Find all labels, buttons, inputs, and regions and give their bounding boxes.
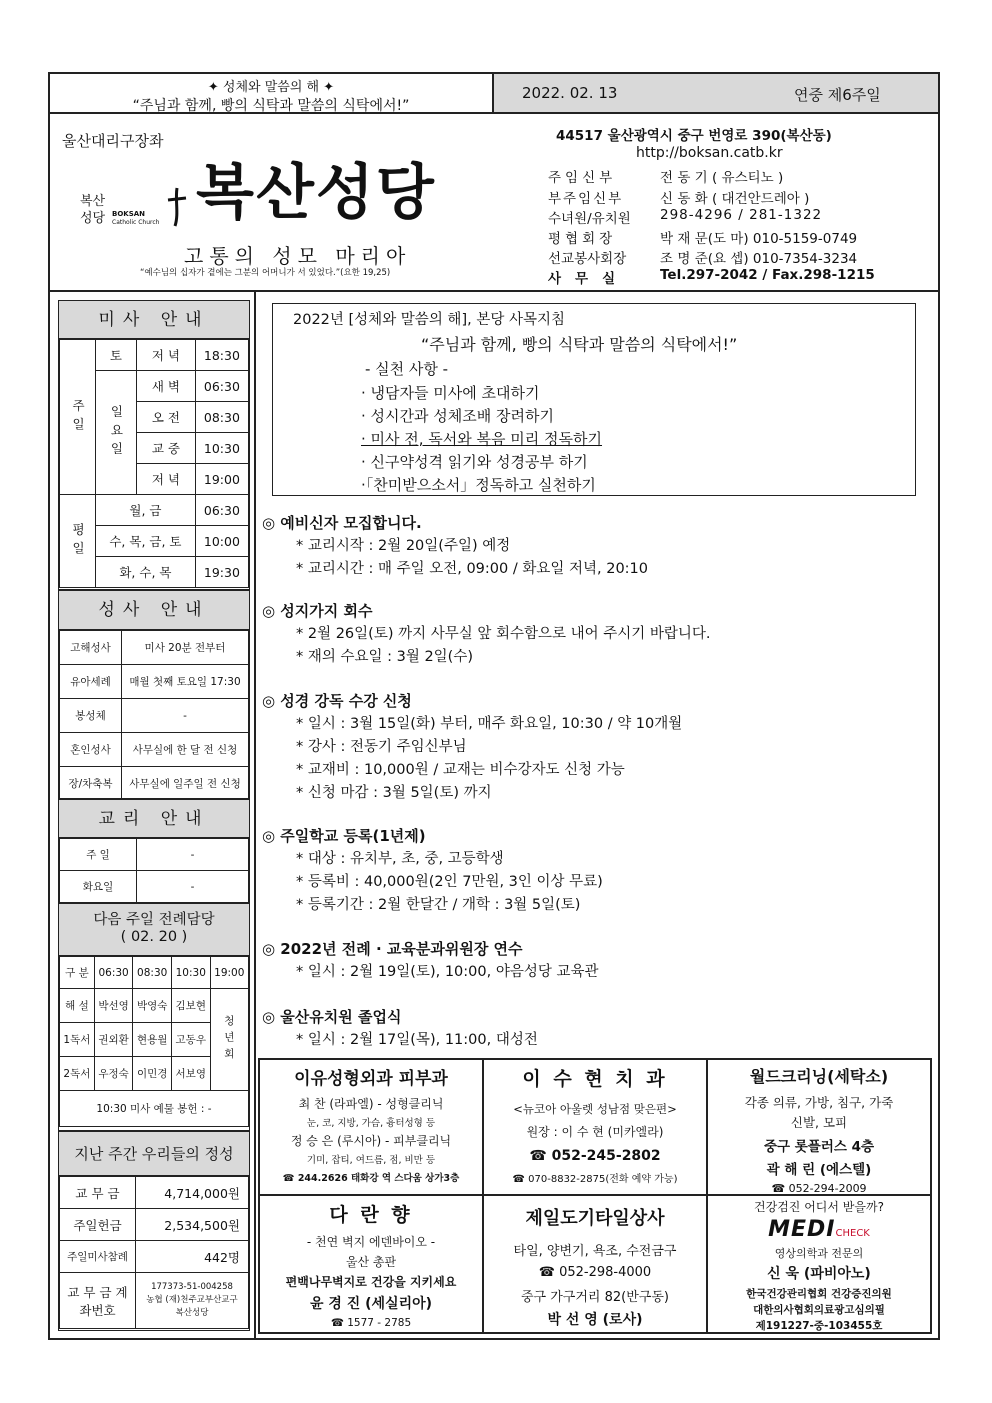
next-week-title: 다음 주일 전례담당 <box>93 912 215 928</box>
section-item: * 일시 : 2월 17일(목), 11:00, 대성전 <box>296 1032 538 1048</box>
section-item: * 2월 26일(토) 까지 사무실 앞 회수함으로 내어 주시기 바랍니다. <box>296 626 711 642</box>
patron-quote: “예수님의 십자가 곁에는 그분의 어머니가 서 있었다.”(요한 19,25) <box>140 268 391 278</box>
motto-box <box>50 74 494 114</box>
offering-title: 지난 주간 우리들의 정성 <box>59 1132 249 1176</box>
masthead-divider <box>50 290 938 292</box>
section-item: * 신청 마감 : 3월 5일(토) 까지 <box>296 785 492 801</box>
logo-en-2: Catholic Church <box>112 219 160 226</box>
notice-item: · 냉담자들 미사에 초대하기 <box>361 384 540 402</box>
logo <box>80 190 190 230</box>
section-palm-collection: ◎ 성지가지 회수 * 2월 26일(토) 까지 사무실 앞 회수함으로 내어 주시기 바랍니다. * 재의 수요일 : 3월 2일(수) <box>262 600 932 668</box>
offering-box <box>58 1131 250 1331</box>
mass-title: 미사 안내 <box>59 301 249 339</box>
logo-small-2: 성당 <box>80 211 106 226</box>
motto-line-2: “주님과 함께, 빵의 식탁과 말씀의 식탁에서!” <box>132 98 410 114</box>
notice-item: · 신구약성격 읽기와 성경공부 하기 <box>361 453 588 471</box>
date-box <box>494 74 938 114</box>
sacrament-table: 고해성사 미사 20분 전부터 유아세례 매월 첫째 토요일 17:30 봉성체 - 혼인성사 사무실에 한 달 전 신청 장/차축복 사무실에 일주일 전 신청 <box>59 630 249 801</box>
contact-row-pastor: 주임신부 전 동 기 ( 유스티노 ) <box>548 170 784 186</box>
section-training: ◎ 2022년 전례 · 교육분과위원장 연수 * 일시 : 2월 19일(토), 10:00, 야음성당 교육관 <box>262 938 932 983</box>
section-item: * 대상 : 유치부, 초, 중, 고등학생 <box>296 851 504 867</box>
account-label: 교 무 금 계좌번호 <box>60 1273 136 1329</box>
section-item: * 교리시작 : 2월 20일(주일) 예정 <box>296 538 511 554</box>
parish-name: 복산성당 <box>196 158 436 228</box>
section-item: * 일시 : 3월 15일(화) 부터, 매주 화요일, 10:30 / 약 10개월 <box>296 716 683 732</box>
section-graduation: ◎ 울산유치원 졸업식 * 일시 : 2월 17일(목), 11:00, 대성전 <box>262 1006 932 1051</box>
sacrament-title: 성사 안내 <box>59 591 249 630</box>
check-logo: CHECK <box>835 1228 870 1239</box>
mass-box <box>58 300 250 590</box>
mass-table: 주일 토 저 녁 18:30 일요일 새 벽 06:30 오 전 08:30 교 중 10:30 저 녁 19:00 평일 월, 금 06:30 수, 목, 금, 토 10:00 화, 수, 목 19:30 <box>59 339 249 588</box>
contact-row-office: 사무실 Tel.297-2042 / Fax.298-1215 <box>548 267 875 287</box>
next-week-table: 구 분 06:30 08:30 10:30 19:00 해 설 박선영 박영숙 김보현 청년회 1독서 권외환 현용월 고동우 2독서 우정숙 이민경 서보영 10:30 미사 예물 봉헌 : - <box>59 956 249 1127</box>
notice-item: · 미사 전, 독서와 복음 미리 정독하기 <box>361 430 603 448</box>
motto-line-1: ✦ 성체와 말씀의 해 ✦ <box>207 80 335 95</box>
ad-clinic: 이유성형외과 피부과 최 찬 (라파엘) - 성형클리닉 눈, 코, 지방, 가슴, 흉터성형 등 정 승 은 (루시아) - 피부클리닉 기미, 잡티, 여드름, 점, 비만 등 ☎ 244.2626 태화강 역 스다움 상가3층 <box>259 1059 483 1195</box>
offering-note: 10:30 미사 예물 봉헌 : - <box>60 1091 249 1127</box>
offering-table: 교 무 금 4,714,000원 주일헌금 2,534,500원 주일미사참례 442명 교 무 금 계좌번호 177373-51-004258 농협 (재)천주교부산교구 복산성당 <box>59 1176 249 1329</box>
catechism-title: 교리 안내 <box>59 800 249 838</box>
notice-item: ·「찬미받으소서」정독하고 실천하기 <box>361 476 596 494</box>
section-item: * 재의 수요일 : 3월 2일(수) <box>296 649 474 665</box>
cross-icon <box>166 186 188 228</box>
next-week-box <box>58 903 250 1131</box>
notice-sub: - 실천 사항 - <box>365 360 449 378</box>
contact-row-mission: 선교봉사회장 조 명 준(요 셉) 010-7354-3234 <box>548 251 858 267</box>
weekday-label: 평일 <box>60 495 96 588</box>
notice-title: 2022년 [성체와 말씀의 해], 본당 사목지침 <box>293 312 565 328</box>
address: 44517 울산광역시 중구 번영로 390(복산동) <box>556 128 832 144</box>
column-divider <box>254 292 256 1338</box>
section-bible-study: ◎ 성경 강독 수강 신청 * 일시 : 3월 15일(화) 부터, 매주 화요일, 10:30 / 약 10개월 * 강사 : 전동기 주임신부님 * 교재비 : 10,000원 / 교재는 비수강자도 신청 가능 * 신청 마감 : 3월 5일(토) 까지 <box>262 690 932 804</box>
logo-en-1: BOKSAN <box>112 210 146 218</box>
patron: 고통의 성모 마리아 <box>184 244 412 268</box>
section-item: * 등록기간 : 2월 한달간 / 개학 : 3월 5일(토) <box>296 897 581 913</box>
ad-laundry: 월드크리닝(세탁소) 각종 의류, 가방, 침구, 가죽 신발, 모피 중구 롯플러스 4층 곽 해 린 (에스텔) ☎ 052-294-2009 <box>707 1059 931 1195</box>
youth-label: 청년회 <box>210 989 248 1091</box>
ad-dental: 이 수 현 치 과 <뉴코아 아울렛 성남점 맞은편> 원장 : 이 수 현 (미카엘라) ☎ 052-245-2802 ☎ 070-8832-2875(전화 예약 가능) <box>483 1059 707 1195</box>
diocese: 울산대리구장좌 <box>62 132 164 150</box>
section-sunday-school: ◎ 주일학교 등록(1년제) * 대상 : 유치부, 초, 중, 고등학생 * 등록비 : 40,000원(2인 7만원, 3인 이상 무료) * 등록기간 : 2월 한달간 / 개학 : 3월 5일(토) <box>262 825 932 916</box>
pastoral-notice <box>272 303 916 496</box>
account-number: 177373-51-004258 <box>151 1282 233 1292</box>
section-catechumen: ◎ 예비신자 모집합니다. * 교리시작 : 2월 20일(주일) 예정 * 교리시간 : 매 주일 오전, 09:00 / 화요일 저녁, 20:10 <box>262 512 932 580</box>
logo-small-1: 복산 <box>80 194 106 209</box>
contact-row-council: 평협회장 박 재 문(도 마) 010-5159-0749 <box>548 231 858 247</box>
catechism-box <box>58 799 250 903</box>
ad-wallpaper: 다 란 향 - 천연 벽지 에덴바이오 - 울산 총판 편백나무벽지로 건강을 지키세요 윤 경 진 (세실리아) ☎ 1577 - 2785 <box>259 1195 483 1333</box>
sunday-label: 주일 <box>60 340 96 495</box>
notice-item: · 성시간과 성체조배 장려하기 <box>361 407 554 425</box>
section-item: * 일시 : 2월 19일(토), 10:00, 야음성당 교육관 <box>296 964 599 980</box>
website-link[interactable]: http://boksan.catb.kr <box>636 145 783 161</box>
liturgical-week: 연중 제6주일 <box>794 86 881 104</box>
notice-motto: “주님과 함께, 빵의 식탁과 말씀의 식탁에서!” <box>421 335 738 354</box>
section-item: * 교리시간 : 매 주일 오전, 09:00 / 화요일 저녁, 20:10 <box>296 561 649 577</box>
contact-row-assistant: 부주임신부 신 동 화 ( 대건안드레아 ) <box>548 191 810 207</box>
contact-row-convent: 수녀원/유치원 298-4296 / 281-1322 <box>548 207 823 227</box>
next-week-date: ( 02. 20 ) <box>120 929 188 945</box>
section-item: * 강사 : 전동기 주임신부님 <box>296 739 467 755</box>
ad-health-check: 건강검진 어디서 받을까? MEDICHECK 영상의학과 전문의 신 욱 (파비아노) 한국건강관리협회 건강증진의원 대한의사협회의료광고심의필 제191227-중-103455호 <box>707 1195 931 1333</box>
ads-grid <box>258 1058 932 1334</box>
sacrament-box <box>58 590 250 799</box>
medi-logo: MEDI <box>768 1217 836 1242</box>
ad-tile: 제일도기타일상사 타일, 양변기, 욕조, 수전금구 ☎ 052-298-4000 중구 가구거리 82(반구동) 박 선 영 (로사) <box>483 1195 707 1333</box>
lords-day-label: 일요일 <box>96 371 137 495</box>
catechism-table: 주 일 - 화요일 - <box>59 838 249 903</box>
section-item: * 교재비 : 10,000원 / 교재는 비수강자도 신청 가능 <box>296 762 625 778</box>
bulletin-date: 2022. 02. 13 <box>522 84 618 102</box>
section-item: * 등록비 : 40,000원(2인 7만원, 3인 이상 무료) <box>296 874 603 890</box>
